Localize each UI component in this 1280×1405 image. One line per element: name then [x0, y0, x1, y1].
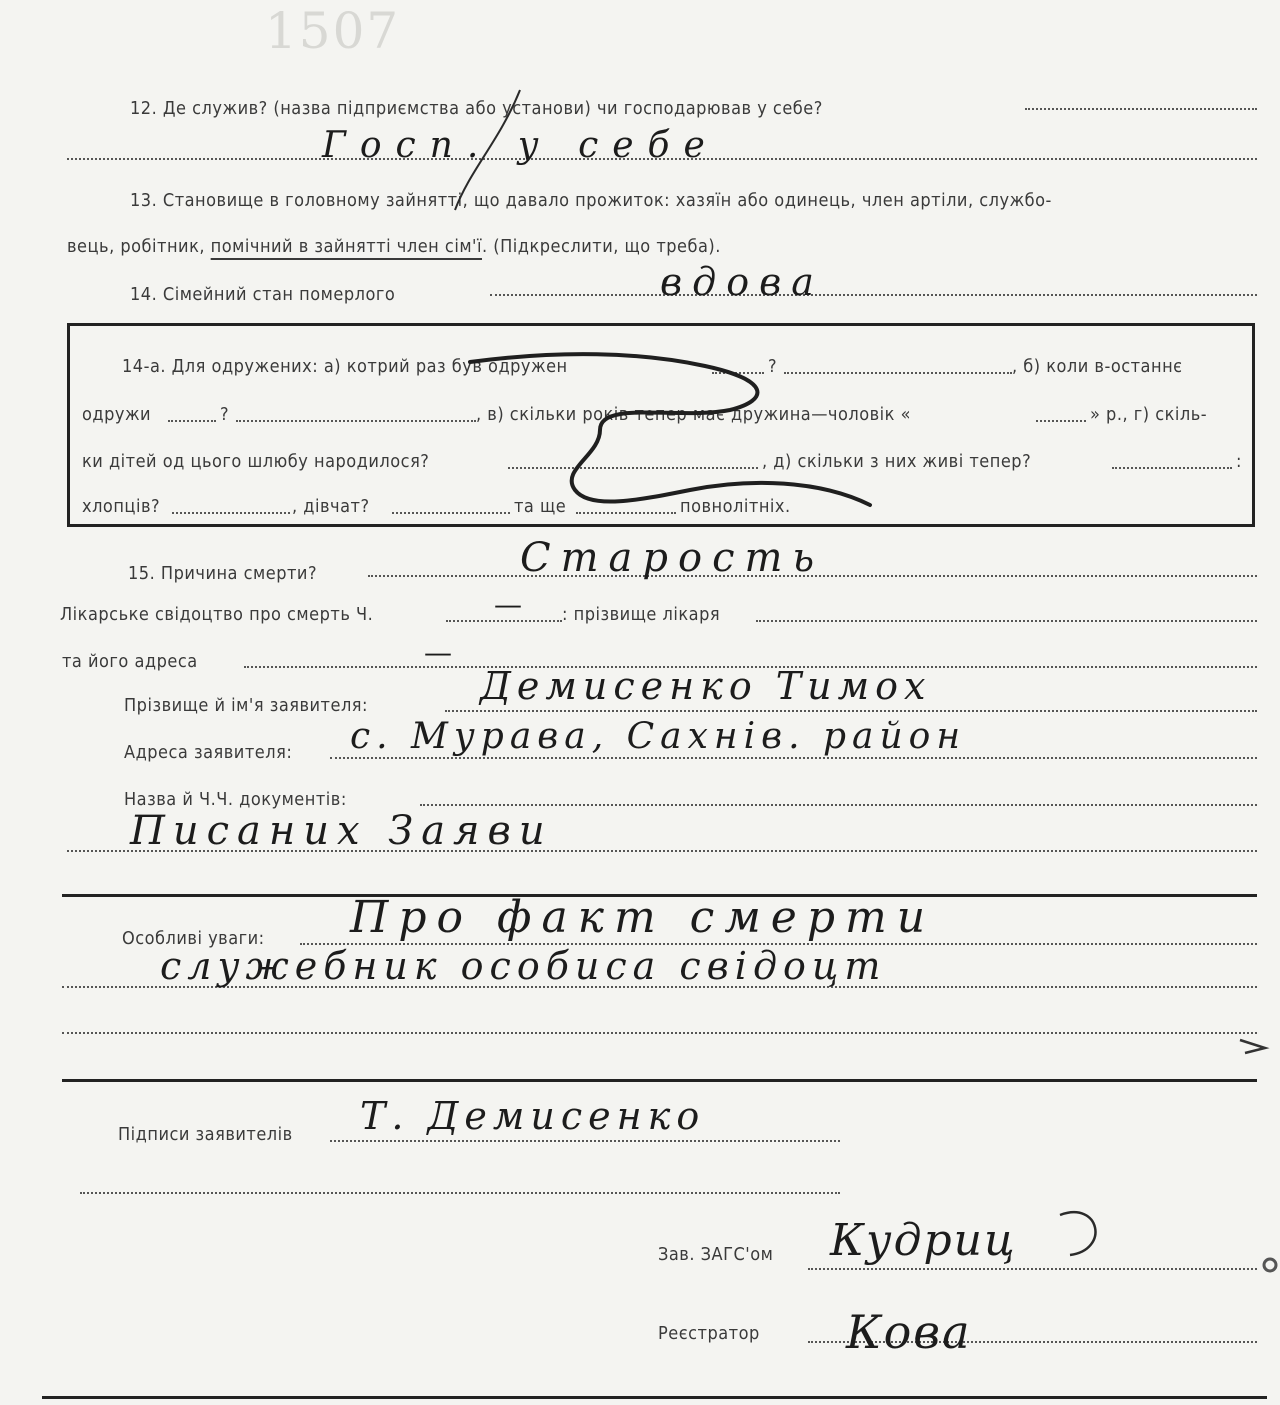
q14-answer: вдова — [660, 260, 824, 304]
q14a-line1-a: 14-а. Для одружених: а) котрий раз був одружен — [122, 356, 568, 377]
registry-head-signature: Кудриц — [830, 1215, 1017, 1266]
applicant-docs-label: Назва й Ч.Ч. документів: — [124, 789, 347, 810]
notes-line2-value: служебник особиса свідоцт — [160, 944, 887, 988]
applicant-signature-value: Т. Демисенко — [360, 1094, 706, 1138]
q15-label: 15. Причина смерти? — [128, 563, 318, 584]
q12-paren-stroke — [455, 90, 520, 210]
q14-label: 14. Сімейний стан померлого — [130, 284, 396, 305]
margin-mark — [1240, 1040, 1265, 1053]
q14a-line2-a: одружи — [82, 404, 152, 425]
q13-underlined-option: помічний в зайнятті член сім'ї — [210, 236, 482, 257]
q14a-line2-c: » р., г) скіль- — [1090, 404, 1208, 425]
registrar-label: Реєстратор — [658, 1323, 760, 1344]
applicant-address-value: с. Мурава, Сахнів. район — [350, 716, 967, 757]
margin-dot — [1264, 1259, 1276, 1271]
q14a-line2-b: , в) скільки років тепер має дружина—чоловік « — [476, 404, 912, 425]
medical-address-dash: — — [424, 636, 456, 669]
q14a-line4-d: повнолітніх. — [680, 496, 791, 517]
registrar-signature: Кова — [846, 1305, 972, 1359]
notes-line1-value: Про факт смерти — [350, 892, 936, 943]
registry-head-label: Зав. ЗАГС'ом — [658, 1244, 774, 1265]
q14a-line3-c: : — [1236, 451, 1242, 472]
medical-line1-a: Лікарське свідоцтво про смерть Ч. — [60, 604, 374, 625]
q14a-line1-q: ? — [768, 356, 778, 377]
q14a-line4-c: та ще — [514, 496, 567, 517]
medical-number-dash: — — [494, 588, 526, 621]
q14a-line3-b: , д) скільки з них живі тепер? — [762, 451, 1032, 472]
q14a-line3-a: ки дітей од цього шлюбу народилося? — [82, 451, 430, 472]
applicant-name-value: Демисенко Тимох — [480, 664, 932, 708]
q14a-line4-a: хлопців? — [82, 496, 161, 517]
applicant-address-label: Адреса заявителя: — [124, 742, 293, 763]
cross-out-stroke — [470, 354, 870, 505]
medical-line2: та його адреса — [62, 651, 198, 672]
q14a-line2-q: ? — [220, 404, 230, 425]
q14a-line4-b: , дівчат? — [292, 496, 370, 517]
q15-answer: Старость — [520, 535, 825, 581]
q12-label: 12. Де служив? (назва підприємства або установи) чи господарював у себе? — [130, 98, 823, 119]
faint-stamp-number: 1507 — [265, 2, 401, 60]
applicant-docs-value: Писаних Заяви — [130, 808, 553, 854]
q13-line1: 13. Становище в головному зайнятті, що давало прожиток: хазяїн або одинець, член артіли, службо- — [130, 190, 1052, 211]
notes-label: Особливі уваги: — [122, 928, 265, 949]
medical-line1-b: : прізвище лікаря — [562, 604, 721, 625]
q12-answer: Госп. у себе — [322, 125, 719, 166]
applicant-name-label: Прізвище й ім'я заявителя: — [124, 695, 369, 716]
head-signature-loop — [1060, 1212, 1095, 1255]
q13-line2-prefix: вець, робітник, — [67, 236, 211, 257]
q13-line2-suffix: . (Підкреслити, що треба). — [481, 236, 721, 257]
applicant-signature-label: Підписи заявителів — [118, 1124, 293, 1145]
q14a-line1-b: , б) коли в-останнє — [1012, 356, 1183, 377]
